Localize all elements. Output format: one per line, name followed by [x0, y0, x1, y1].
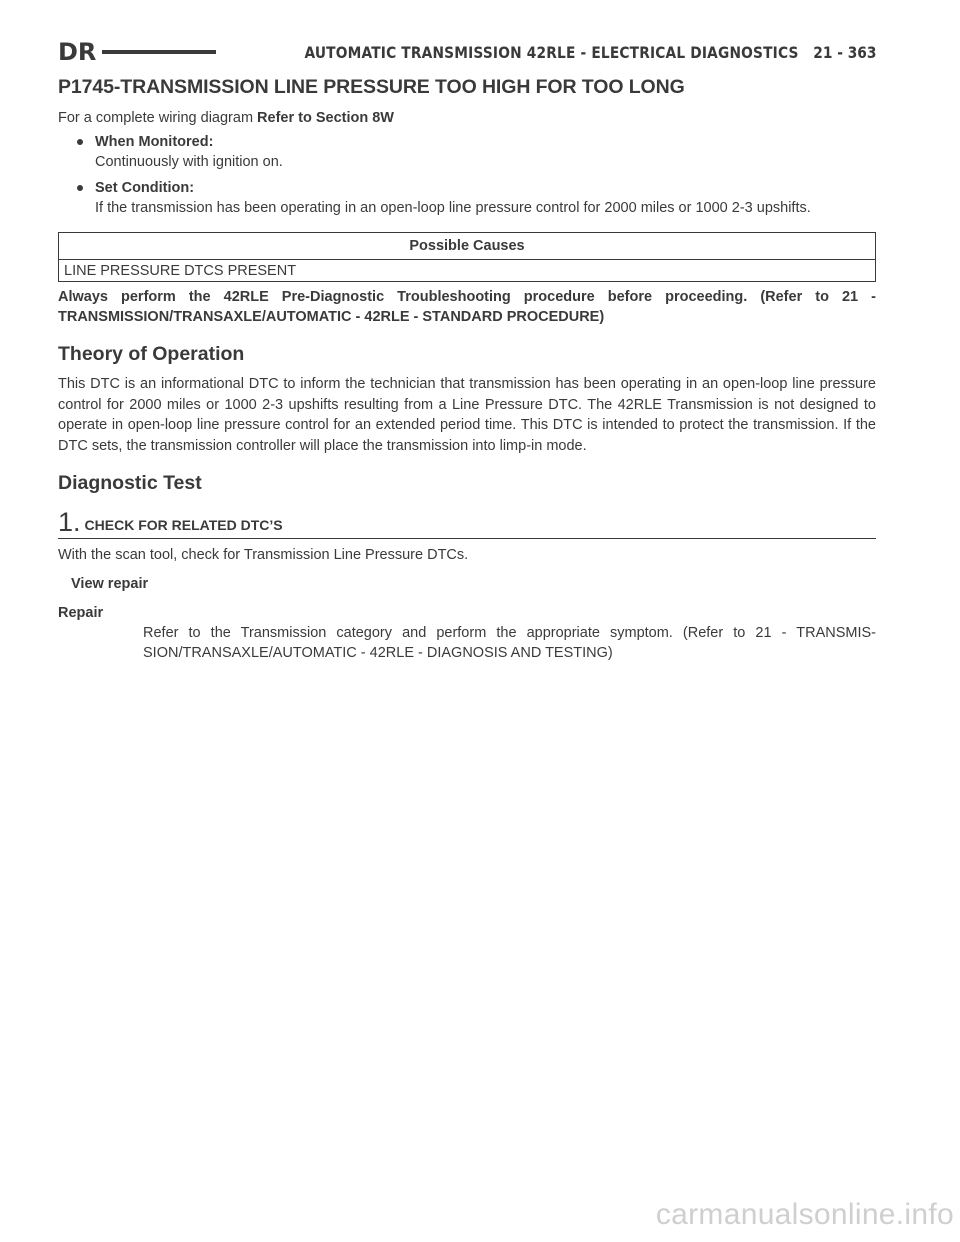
table-row — [59, 260, 876, 282]
page-header — [58, 38, 876, 66]
condition-item-set — [58, 178, 876, 218]
possible-causes-header: Possible Causes — [59, 233, 876, 260]
page-title: P1745-TRANSMISSION LINE PRESSURE TOO HIGH FOR TOO LONG — [58, 76, 685, 98]
view-repair-link[interactable]: View repair — [71, 576, 149, 592]
condition-text: If the transmission has been operating in an open-loop line pressure control for 2000 miles or 1000 2-3 upshifts. — [95, 200, 811, 216]
wiring-note-text: For a complete wiring diagram — [58, 110, 254, 126]
condition-label: Set Condition: — [95, 180, 195, 196]
page-number: 21 - 363 — [812, 42, 876, 62]
step-number: 1. — [58, 507, 81, 537]
condition-list — [58, 132, 876, 218]
theory-heading: Theory of Operation — [58, 343, 245, 365]
wiring-note — [58, 108, 876, 128]
condition-text: Continuously with ignition on. — [95, 154, 283, 170]
step-title: CHECK FOR RELATED DTC’S — [84, 517, 283, 533]
cause-cell: LINE PRESSURE DTCS PRESENT — [64, 262, 297, 279]
repair-text: Refer to the Transmission category and perform the appropriate symptom. (Refer to 21 - TRANSMIS- SION/TRANSAXLE/AUTOMATIC - 42RLE - DIAGNOSIS AND TESTING) — [143, 625, 876, 661]
diagnostic-heading: Diagnostic Test — [58, 472, 202, 494]
repair-label: Repair — [58, 605, 104, 621]
theory-text: This DTC is an informational DTC to inform the technician that transmission has been operating in an open-loop line pressure control for 2000 miles or 1000 2-3 upshifts resulting from a Line Pressure DTC. The 42RLE Transmission is not designed to operate in open-loop line pressure control for an extended period time. This DTC is intended to protect the transmission. If the DTC sets, the transmission controller will place the transmission into limp-in mode. — [58, 376, 876, 454]
step-1-header — [58, 508, 876, 539]
bullet-icon — [77, 139, 83, 145]
wiring-reference-link[interactable]: Refer to Section 8W — [257, 110, 394, 126]
header-rule — [102, 50, 216, 54]
bullet-icon — [77, 185, 83, 191]
document-body — [58, 76, 876, 663]
watermark: carmanualsonline.info — [655, 1198, 954, 1231]
brand-code: DR — [58, 38, 97, 66]
header-title: AUTOMATIC TRANSMISSION 42RLE - ELECTRICAL DIAGNOSTICS — [304, 42, 799, 62]
possible-causes-table — [58, 232, 876, 282]
step-instruction: With the scan tool, check for Transmission Line Pressure DTCs. — [58, 547, 469, 563]
condition-label: When Monitored: — [95, 134, 214, 150]
pre-diagnostic-note: Always perform the 42RLE Pre-Diagnostic Troubleshooting procedure before proceeding. (Refer to 21 - TRANSMISSION/TRANSAXLE/AUTOMATIC - 42RLE - STANDARD PROCEDURE) — [58, 289, 876, 325]
condition-item-monitored — [58, 132, 876, 172]
